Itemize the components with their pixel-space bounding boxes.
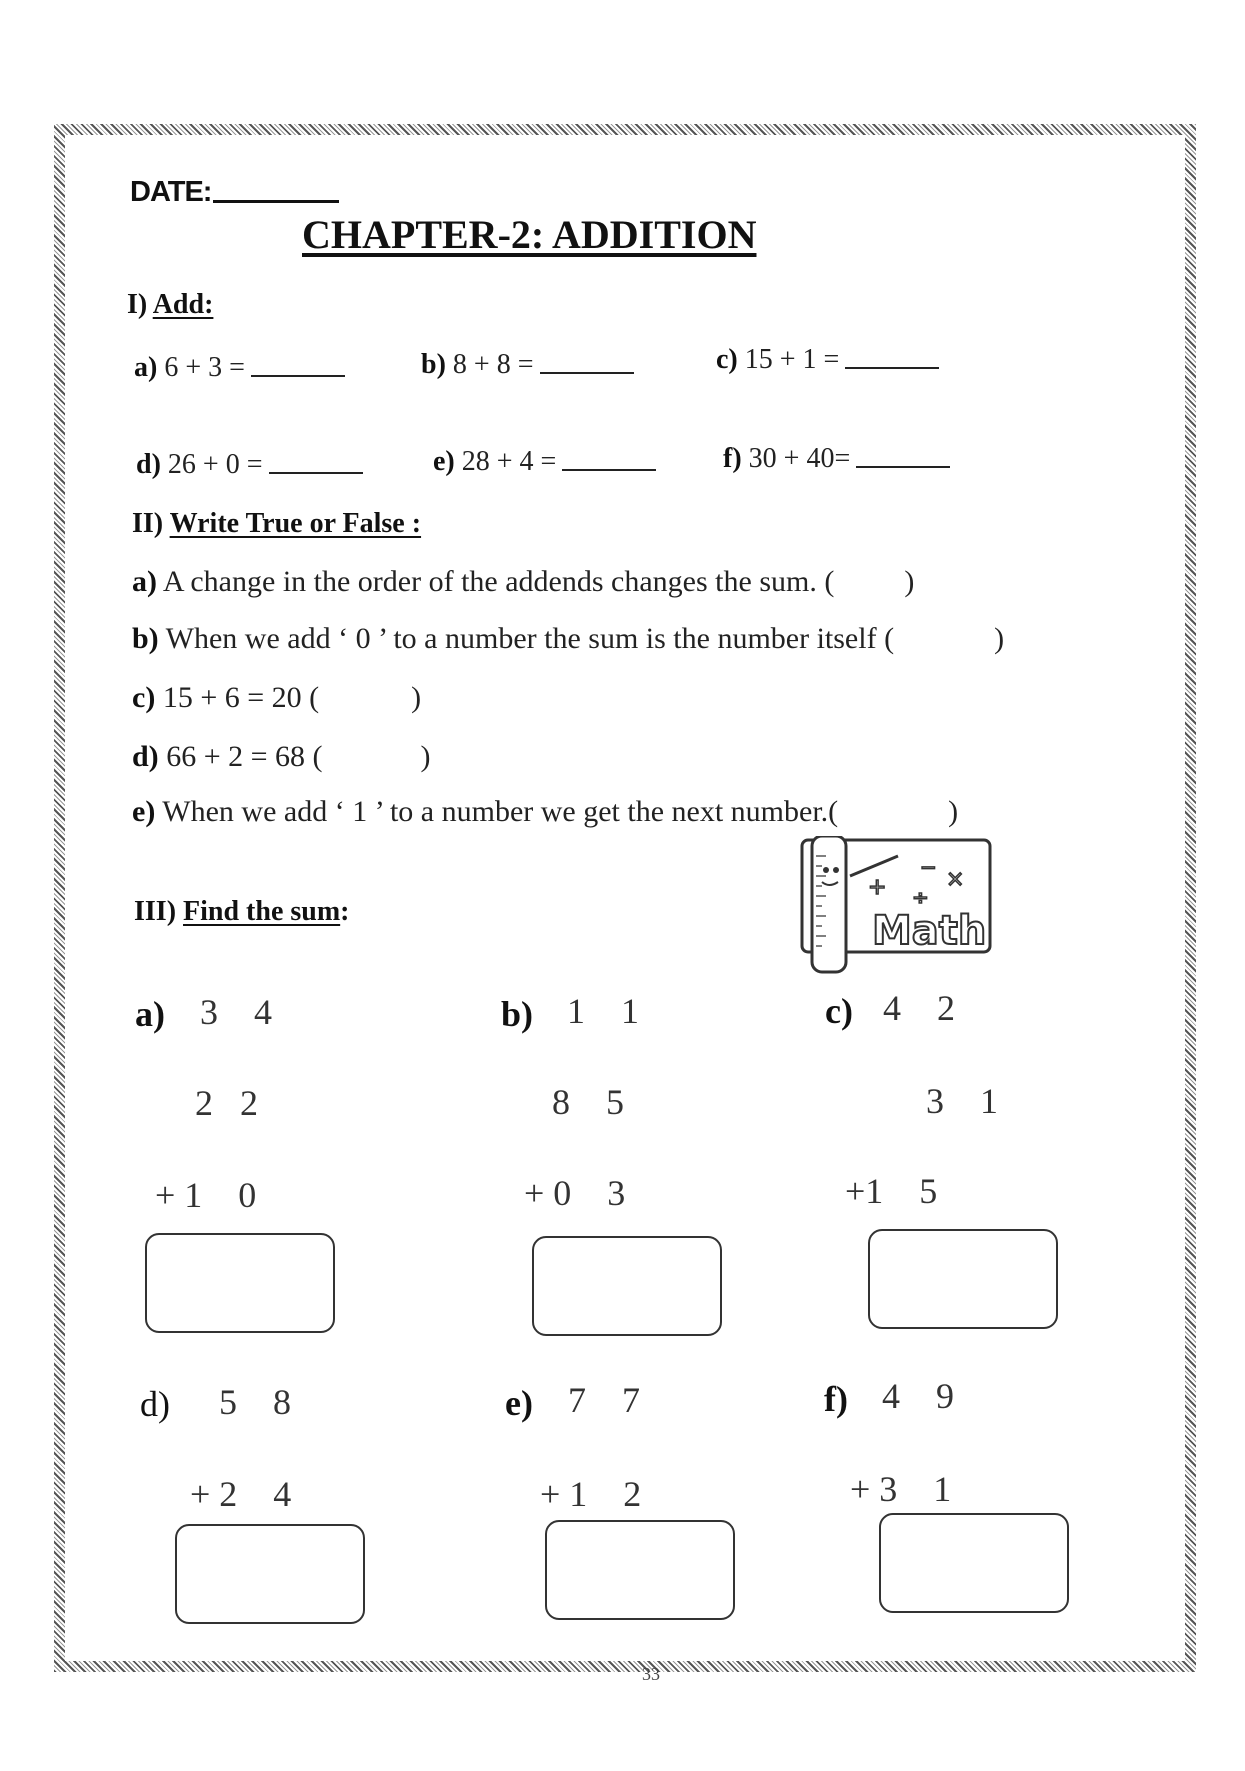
add-item-c: c) 15 + 1 = [716,344,939,376]
add-item-b: b) 8 + 8 = [421,349,634,381]
tf-item-c: c) 15 + 6 = 20 ( ) [132,681,422,714]
date-blank[interactable] [213,200,339,203]
section-1-heading: I) Add: [127,289,214,320]
answer-blank[interactable] [251,375,345,377]
sum-problem-a-row2: 2 2 [195,1083,258,1123]
math-clipart-icon [798,836,994,974]
add-item-f: f) 30 + 40= [723,443,950,475]
section-2-heading: II) Write True or False : [132,508,422,539]
sum-problem-a-row3: + 1 0 [155,1175,257,1215]
sum-problem-d-row2: + 2 4 [190,1474,292,1514]
tf-item-d: d) 66 + 2 = 68 ( ) [132,740,431,773]
svg-text:+: + [868,875,887,900]
page-number: 33 [642,1664,660,1684]
tf-item-a: a) A change in the order of the addends changes the sum. ( ) [132,565,915,598]
add-item-a: a) 6 + 3 = [134,352,345,384]
answer-box-d[interactable] [175,1524,365,1624]
answer-box-a[interactable] [145,1233,335,1333]
sum-problem-b-row1: 1 1 [567,991,639,1031]
date-field: DATE: [130,176,339,209]
svg-text:×: × [946,867,965,892]
sum-problem-b-row2: 8 5 [552,1082,624,1122]
answer-box-b[interactable] [532,1236,722,1336]
answer-box-e[interactable] [545,1520,735,1620]
sum-problem-c-label: c) [825,991,853,1031]
answer-blank[interactable] [562,469,656,471]
sum-problem-c-row3: +1 5 [845,1171,938,1211]
sum-problem-f-row1: 4 9 [882,1376,954,1416]
sum-problem-b-row3: + 0 3 [524,1173,626,1213]
section-3-heading: III) Find the sum: [134,896,350,927]
answer-blank[interactable] [845,367,939,369]
add-item-d: d) 26 + 0 = [136,449,363,481]
chapter-title: CHAPTER-2: ADDITION [302,212,757,257]
sum-problem-e-label: e) [505,1383,533,1423]
tf-item-b: b) When we add ‘ 0 ’ to a number the sum is the number itself ( ) [132,622,1005,655]
sum-problem-c-row1: 4 2 [883,988,955,1028]
sum-problem-c-row2: 3 1 [926,1081,998,1121]
sum-problem-a-row1: 3 4 [200,992,272,1032]
svg-text:−: − [920,855,937,879]
add-item-e: e) 28 + 4 = [433,446,656,478]
sum-problem-e-row2: + 1 2 [540,1474,642,1514]
sum-problem-d-label: d) [140,1384,170,1424]
answer-blank[interactable] [269,472,363,474]
svg-text:Math: Math [872,908,987,954]
sum-problem-d-row1: 5 8 [219,1382,291,1422]
sum-problem-b-label: b) [501,994,534,1034]
sum-problem-f-label: f) [824,1379,848,1419]
answer-blank[interactable] [540,372,634,374]
sum-problem-f-row2: + 3 1 [850,1469,952,1509]
sum-problem-a-label: a) [135,994,165,1034]
answer-blank[interactable] [856,466,950,468]
answer-box-f[interactable] [879,1513,1069,1613]
answer-box-c[interactable] [868,1229,1058,1329]
svg-text:÷: ÷ [912,885,929,909]
sum-problem-e-row1: 7 7 [568,1380,640,1420]
tf-item-e: e) When we add ‘ 1 ’ to a number we get the next number.( ) [132,795,959,828]
